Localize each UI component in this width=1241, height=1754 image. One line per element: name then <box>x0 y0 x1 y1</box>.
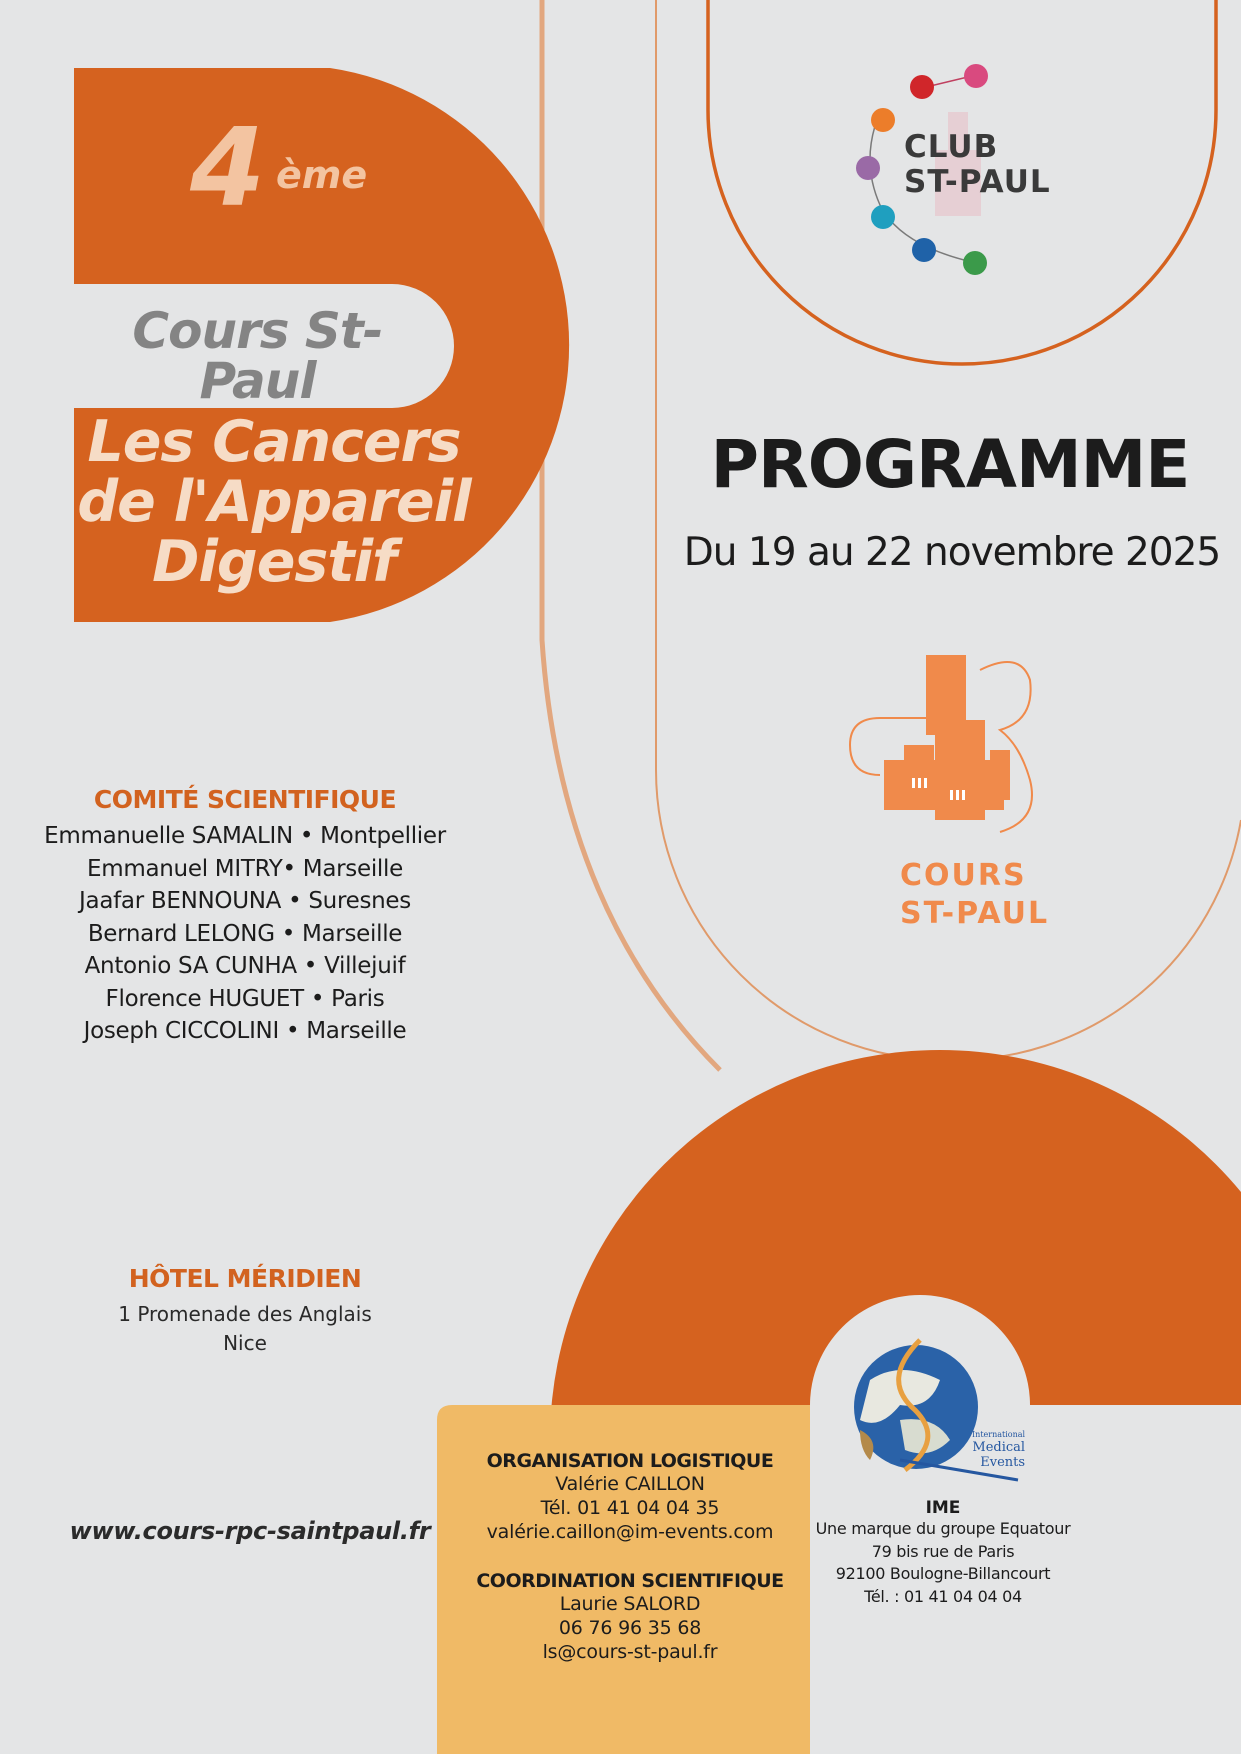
ime-logo-line1: International <box>972 1430 1026 1439</box>
committee-title: COMITÉ SCIENTIFIQUE <box>93 785 397 814</box>
ime-block <box>808 1498 1078 1608</box>
club-logo-line2: ST-PAUL <box>904 164 1051 200</box>
ime-logo-text <box>972 1430 1025 1470</box>
page-title: PROGRAMME <box>710 426 1190 503</box>
coordination-block <box>440 1570 820 1664</box>
logistics-title: ORGANISATION LOGISTIQUE <box>486 1450 774 1472</box>
committee-member: Bernard LELONG • Marseille <box>87 920 403 947</box>
subtitle-line: Digestif <box>152 529 396 595</box>
website-link[interactable]: www.cours-rpc-saintpaul.fr <box>69 1517 431 1545</box>
course-logo-line1: COURS <box>900 858 1027 893</box>
club-logo-text <box>904 130 1051 200</box>
pancreas-icon <box>871 205 895 229</box>
organ-icon <box>964 64 988 88</box>
committee-member: Emmanuel MITRY• Marseille <box>87 855 403 882</box>
coordination-email[interactable]: ls@cours-st-paul.fr <box>542 1641 718 1663</box>
course-logo-text <box>900 857 1049 933</box>
event-dates: Du 19 au 22 novembre 2025 <box>683 530 1221 575</box>
coordination-name: Laurie SALORD <box>559 1593 701 1615</box>
lungs-icon <box>856 156 880 180</box>
committee-member: Joseph CICCOLINI • Marseille <box>83 1018 407 1044</box>
logistics-block <box>440 1450 820 1544</box>
coordination-title: COORDINATION SCIENTIFIQUE <box>476 1570 784 1592</box>
committee-member: Florence HUGUET • Paris <box>105 985 385 1012</box>
committee-member: Jaafar BENNOUNA • Suresnes <box>79 888 411 914</box>
logistics-name: Valérie CAILLON <box>555 1473 705 1495</box>
committee-member: Emmanuelle SAMALIN • Montpellier <box>44 823 446 849</box>
logistics-email[interactable]: valérie.caillon@im-events.com <box>486 1521 774 1543</box>
ime-title: IME <box>925 1498 961 1518</box>
committee-member: Antonio SA CUNHA • Villejuif <box>84 953 406 979</box>
ime-line: Une marque du groupe Equatour <box>815 1519 1071 1538</box>
ime-logo-line3: Events <box>980 1455 1026 1470</box>
ime-line: 79 bis rue de Paris <box>871 1541 1015 1561</box>
ime-line: 92100 Boulogne-Billancourt <box>835 1564 1051 1583</box>
course-subtitle <box>74 409 474 595</box>
cours-st-paul-logo <box>850 655 1032 832</box>
colon-icon <box>912 238 936 262</box>
club-logo-line1: CLUB <box>904 129 999 165</box>
course-name: Cours St-Paul <box>132 302 383 410</box>
committee-list <box>30 820 460 1048</box>
logistics-phone: Tél. 01 41 04 04 35 <box>540 1497 720 1519</box>
edition-number: 4 <box>190 106 266 231</box>
subtitle-line: de l'Appareil <box>77 469 471 535</box>
blood-drop-icon <box>910 75 934 99</box>
stomach-icon <box>871 108 895 132</box>
course-logo-line2: ST-PAUL <box>900 896 1050 931</box>
ime-logo-line2: Medical <box>972 1440 1026 1455</box>
ime-line: Tél. : 01 41 04 04 04 <box>864 1586 1022 1606</box>
venue-address: 1 Promenade des Anglais <box>118 1302 372 1326</box>
venue-title: HÔTEL MÉRIDIEN <box>128 1264 362 1293</box>
edition-suffix: ème <box>276 153 368 197</box>
subtitle-line: Les Cancers <box>87 409 461 475</box>
venue-city: Nice <box>223 1331 267 1355</box>
intestine-icon <box>963 251 987 275</box>
coordination-phone: 06 76 96 35 68 <box>558 1617 702 1639</box>
